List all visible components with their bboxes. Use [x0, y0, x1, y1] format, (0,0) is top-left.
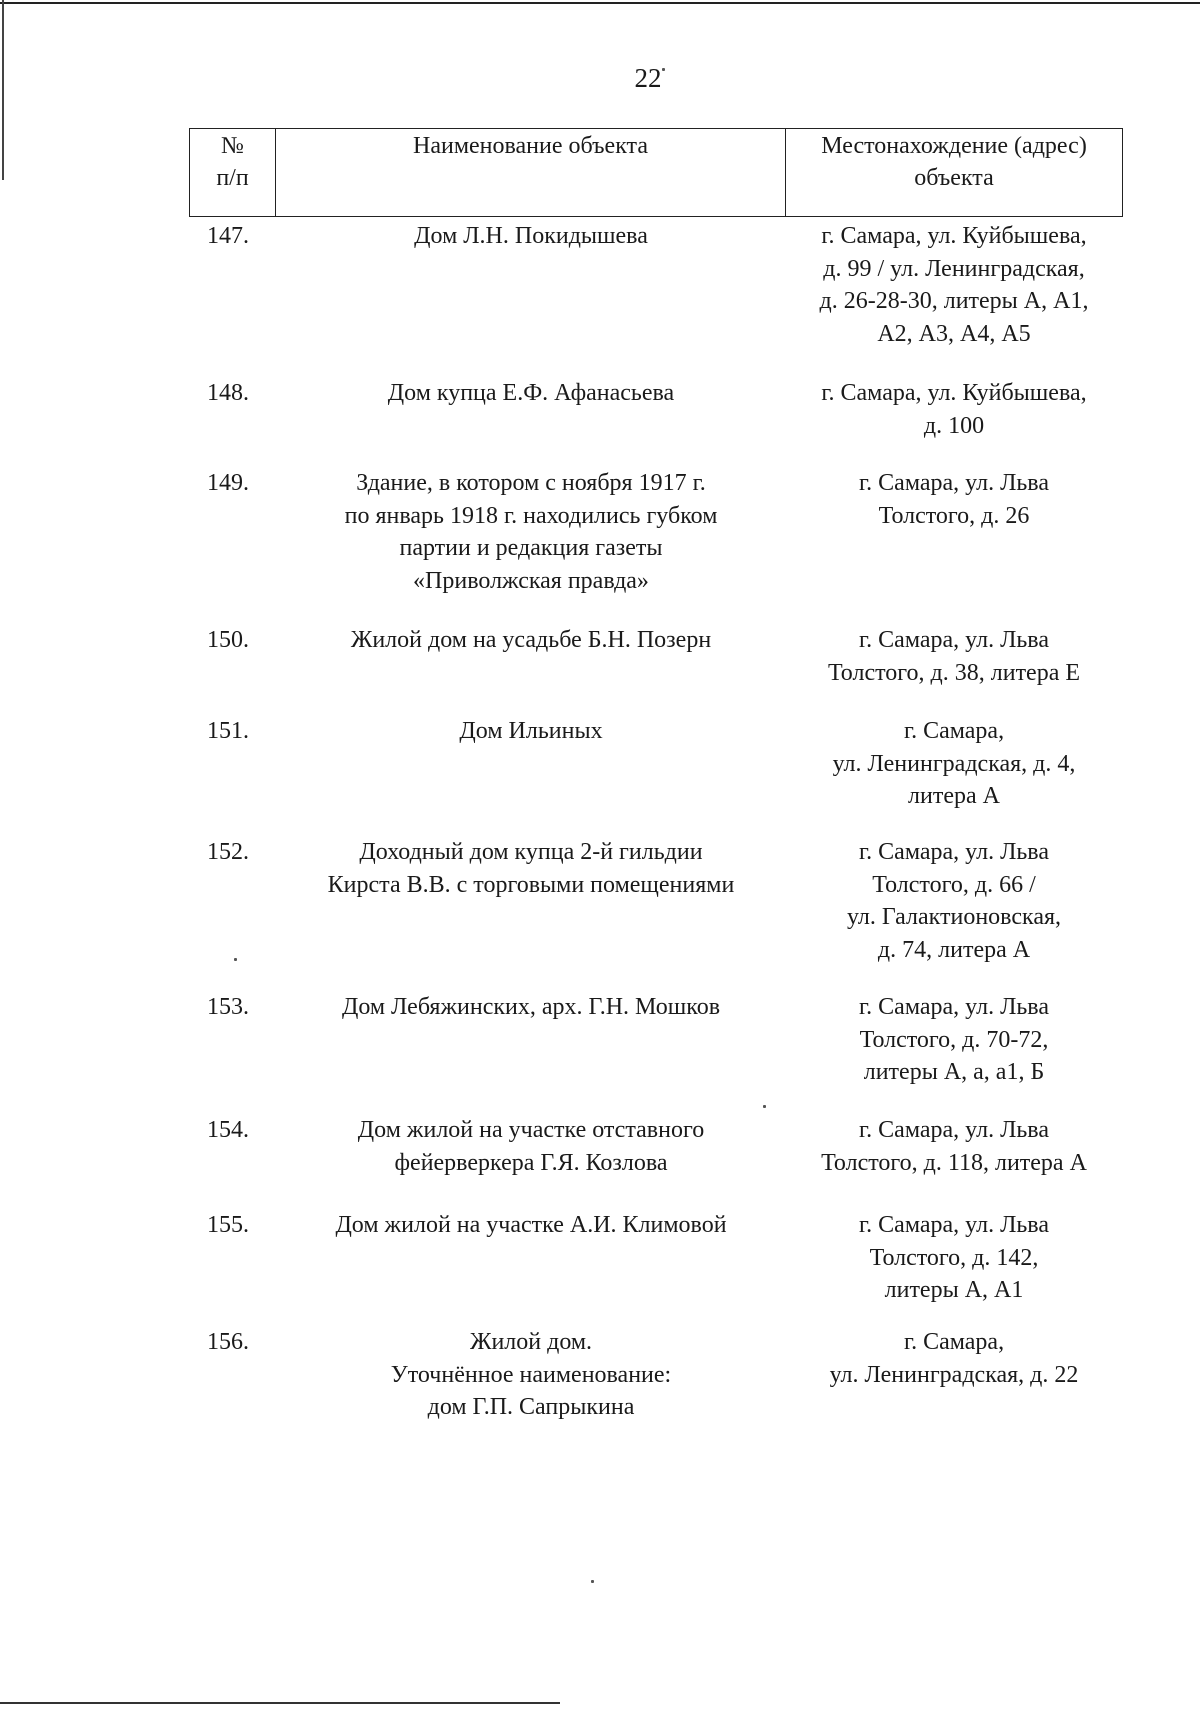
object-name [276, 991, 786, 1024]
object-name-line: Дом Ильиных [459, 718, 603, 744]
header-number-column [190, 129, 276, 216]
object-address-line: д. 74, литера А [877, 936, 1031, 963]
object-name [276, 624, 786, 657]
row-number: 149. [207, 470, 249, 496]
header-name-line: Наименование объекта [413, 133, 648, 159]
row-number: 150. [207, 627, 249, 653]
object-address-line: ул. Ленинградская, д. 22 [829, 1361, 1079, 1388]
object-name-line: Дом Л.Н. Покидышева [414, 223, 648, 249]
object-name-line: Дом жилой на участке А.И. Климовой [335, 1212, 727, 1238]
object-address-line: литеры А, А1 [884, 1277, 1024, 1303]
object-address-line: г. Самара, ул. Льва [859, 1212, 1049, 1238]
object-address-line: г. Самара, ул. Льва [859, 839, 1049, 865]
object-address-line: г. Самара, ул. Куйбышева, [821, 223, 1087, 249]
object-address-line: литера А [908, 783, 1000, 809]
row-number: 156. [207, 1329, 249, 1355]
header-name-column [276, 129, 786, 216]
object-address-line: Толстого, д. 70-72, [859, 1026, 1049, 1053]
object-address-line: ул. Галактионовская, [846, 904, 1062, 930]
row-number: 147. [207, 223, 249, 249]
object-address-line: Толстого, д. 38, литера Е [827, 659, 1081, 686]
object-name [276, 377, 786, 410]
object-name [276, 220, 786, 253]
object-name [276, 1114, 786, 1179]
object-address-line: г. Самара, [903, 1329, 1005, 1355]
object-address-line: д. 99 / ул. Ленинградская, [823, 255, 1085, 282]
object-address-line: ул. Ленинградская, д. 4, [832, 750, 1076, 777]
row-number: 151. [207, 718, 249, 744]
object-address [784, 624, 1124, 689]
object-name [276, 467, 786, 597]
scan-speck [662, 68, 665, 71]
object-name-line: Кирста В.В. с торговыми помещениями [327, 871, 735, 898]
object-address [784, 1114, 1124, 1179]
row-number: 152. [207, 839, 249, 865]
object-address-line: Толстого, д. 26 [878, 502, 1030, 529]
object-name [276, 715, 786, 748]
object-address-line: литеры А, а, а1, Б [863, 1059, 1045, 1085]
object-address-line: д. 26-28-30, литеры А, А1, [819, 288, 1089, 314]
page-number: 22 [634, 63, 662, 93]
row-number: 153. [207, 994, 249, 1020]
object-name [276, 1209, 786, 1242]
object-address-line: г. Самара, ул. Льва [859, 994, 1049, 1020]
object-name-line: «Приволжская правда» [413, 567, 649, 594]
scan-speck [763, 1105, 766, 1108]
header-address-line: объекта [914, 165, 994, 191]
object-name-line: Жилой дом. [469, 1329, 593, 1355]
object-address-line: г. Самара, ул. Льва [859, 1117, 1049, 1143]
header-number-line: № [221, 133, 244, 159]
object-name [276, 836, 786, 901]
scan-edge-bottom [0, 1702, 560, 1704]
object-name-line: дом Г.П. Сапрыкина [427, 1394, 635, 1420]
object-address-line: г. Самара, ул. Льва [859, 470, 1049, 496]
object-name-line: по январь 1918 г. находились губком [344, 502, 718, 529]
object-name-line: Здание, в котором с ноября 1917 г. [356, 470, 706, 496]
object-address-line: Толстого, д. 66 / [872, 871, 1036, 898]
object-name-line: Дом купца Е.Ф. Афанасьева [387, 380, 675, 406]
object-address-line: г. Самара, ул. Куйбышева, [821, 380, 1087, 406]
object-address-line: Толстого, д. 118, литера А [821, 1149, 1087, 1176]
header-number-line: п/п [216, 165, 249, 191]
object-address-line: д. 100 [923, 412, 985, 439]
object-name-line: Дом Лебяжинских, арх. Г.Н. Мошков [341, 994, 721, 1020]
object-address [784, 377, 1124, 442]
table-header [189, 128, 1123, 217]
object-name-line: фейерверкера Г.Я. Козлова [394, 1149, 668, 1176]
scan-speck [234, 958, 237, 961]
row-number: 154. [207, 1117, 249, 1143]
row-number: 148. [207, 380, 249, 406]
scan-edge-top [0, 2, 1200, 4]
header-address-column [786, 129, 1122, 216]
scan-speck [591, 1580, 594, 1583]
object-name [276, 1326, 786, 1424]
object-name-line: партии и редакция газеты [399, 535, 663, 561]
object-name-line: Доходный дом купца 2-й гильдии [359, 839, 703, 865]
object-address-line: А2, А3, А4, А5 [877, 320, 1031, 347]
object-address [784, 220, 1124, 350]
object-address [784, 991, 1124, 1089]
object-address [784, 1326, 1124, 1391]
object-name-line: Уточнённое наименование: [390, 1361, 672, 1388]
object-address [784, 467, 1124, 532]
header-address-line: Местонахождение (адрес) [821, 133, 1087, 159]
object-name-line: Дом жилой на участке отставного [357, 1117, 705, 1143]
object-name-line: Жилой дом на усадьбе Б.Н. Позерн [350, 627, 712, 653]
object-address-line: г. Самара, [903, 718, 1005, 744]
object-address-line: Толстого, д. 142, [869, 1244, 1039, 1271]
object-address [784, 836, 1124, 966]
object-address [784, 1209, 1124, 1307]
row-number: 155. [207, 1212, 249, 1238]
object-address [784, 715, 1124, 813]
object-address-line: г. Самара, ул. Льва [859, 627, 1049, 653]
